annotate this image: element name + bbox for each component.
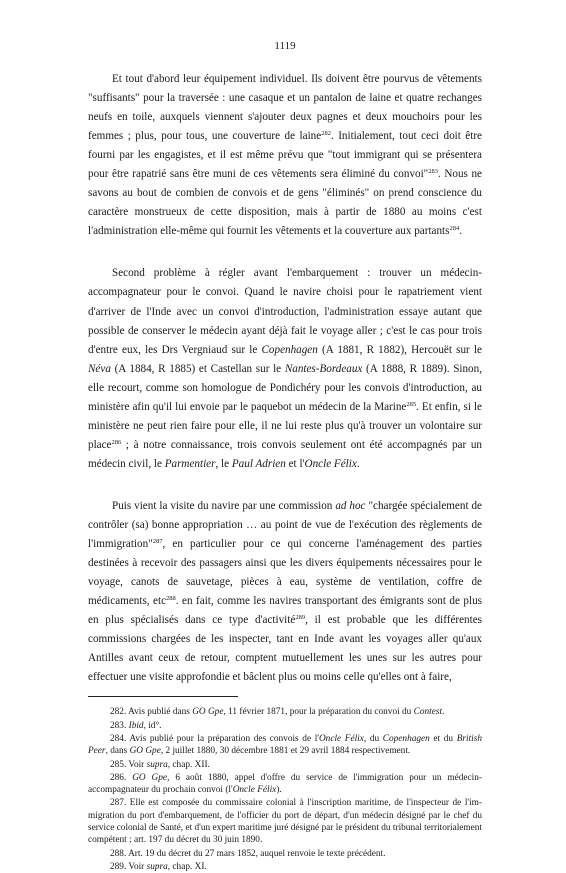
footnote <box>88 772 482 797</box>
text-run: et du <box>429 734 457 744</box>
text-run: 289. Voir <box>110 861 147 872</box>
text-run: 282. Avis publié dans <box>110 707 193 718</box>
text-run: Second problème à régler avant l'embarquement : trouver un médecin-accompagnateur pour le convoi. Quand le navire choisi pour le rapatriement vient d'arriver de l'Inde avec un convoi d'introduction, l'administration essaye autant que possible de conserver le médecin ayant déjà fait le voyage aller ; c'est le cas pour trois d'entre eux, les Drs Vergniaud sur le <box>88 267 482 356</box>
footnote <box>88 706 482 718</box>
text-run: 287. Elle est composée du commissaire colonial à l'inscription maritime, de l'inspecteur de l'immigration du port d'embarquement, de l'officier du port de départ, d'un médecin désigné par le chef du service colonial de Santé, et d'un expert maritime juré désigné par le président du tribunal territorialement compétent ; art. 197 du décret du 30 juin 1890. <box>88 798 482 846</box>
footnote-marker: 288 <box>166 595 176 603</box>
italic-title: British Peer <box>88 734 483 757</box>
text-run: . Initialement, tout ceci doit être fourni par les engagistes, et il est même prévu que "tout immigrant qui se présentera pour être rapatrié sans être muni de ces vêtements sera éliminé du convoi" <box>88 130 482 181</box>
text-run: , du <box>363 734 383 744</box>
italic-title: Copenhagen <box>261 343 318 356</box>
italic-title: Oncle Félix <box>304 457 357 470</box>
text-run: , le <box>215 457 232 470</box>
text-run: Et tout d'abord leur équipement individuel. Ils doivent être pourvus de vêtements "suffisants" pour la traversée : une casaque et un pantalon de laine et quatre rechanges neufs en toile, auxquels viennent s'ajouter deux pagnes et deux mouchoirs pour les femmes ; plus, pour tous, une couverture de laine <box>88 73 482 143</box>
italic-title: Oncle Félix <box>232 785 277 796</box>
italic-title: GO Gpe <box>192 707 224 718</box>
italic-title: Paul Adrien <box>231 457 286 470</box>
footnote-marker: 287 <box>152 538 163 546</box>
text-run: . Nous ne savons au bout de combien de convois et de gens "éliminés" on prend conscience du caractère monstrueux de cette disposition, mais à partir de 1880 au moins c'est l'administration elle-même qui fournit les vêtements et la couverture aux partants <box>88 168 482 238</box>
footnotes <box>88 706 482 873</box>
text-run: . Et enfin, si le ministère ne peut rien faire pour elle, il ne lui reste plus qu'à trouver un volontaire sur place <box>88 400 482 451</box>
text-run: . <box>356 457 360 470</box>
footnote-marker: 283 <box>428 168 438 176</box>
footnote <box>88 861 482 873</box>
italic-title: GO Gpe <box>132 772 168 783</box>
body-text <box>88 70 482 687</box>
text-run: Puis vient la visite du navire par une commission <box>112 499 336 512</box>
text-run: , 11 février 1871, pour la préparation du convoi du <box>223 707 414 718</box>
text-run: 288. Art. 19 du décret du 27 mars 1852, auquel renvoie le texte précédent. <box>110 848 386 859</box>
footnote <box>88 720 482 732</box>
italic-title: Copenhagen <box>382 734 430 744</box>
text-run: 286. <box>110 772 133 783</box>
text-run: (A 1888, R 1889). Sinon, elle recourt, comme son homologue de Pondichéry pour les convois d'introduction, au ministère afin qu'il lui envoie par le paquebot un médecin de la Marine <box>88 362 482 413</box>
text-run: 285. Voir <box>110 759 147 770</box>
footnote-marker: 286 <box>111 438 122 446</box>
text-run: , 2 juillet 1880, 30 décembre 1881 et 29 avril 1884 respectivement. <box>160 746 411 757</box>
text-run: , id°. <box>143 720 162 731</box>
italic-title: Néva <box>88 362 111 375</box>
text-run: , il est probable que les différentes commissions chargées de les inspecter, tant en Inde avant les voyages aller qu'aux Antilles avant ceux de retour, comptent mutuellement les unes sur les autres pour effectuer une visite approfondie et bâclent plus ou moins celle qu'elles ont à faire, <box>88 614 482 684</box>
footnote-marker: 284 <box>449 225 460 233</box>
footnote <box>88 759 482 771</box>
text-run: ). <box>276 785 282 796</box>
footnote <box>88 733 482 758</box>
footnote-marker: 289 <box>295 614 306 622</box>
italic-title: Contest <box>413 707 443 718</box>
footnote <box>88 848 482 860</box>
footnote-marker: 282 <box>321 130 331 138</box>
text-run: , 6 août 1880, appel d'offre du service de l'immigration pour un médecin-accompagnateur du prochain convoi (l' <box>88 772 483 796</box>
text-run: et l' <box>285 457 305 470</box>
text-run: ; à notre connaissance, trois convois seulement ont été accompagnés par un médecin civil, le <box>88 438 482 470</box>
italic-title: supra <box>146 861 168 872</box>
italic-title: Ibid <box>128 720 144 731</box>
paragraph <box>88 497 482 687</box>
footnote <box>88 797 482 846</box>
text-run: (A 1884, R 1885) et Castellan sur le <box>110 362 285 375</box>
text-run: 284. Avis publié pour la préparation des convois de l' <box>110 734 319 744</box>
text-run: , chap. XII. <box>167 759 210 770</box>
text-run: "chargée spécialement de contrôler (sa) bonne appropriation … au point de vue de l'exécution des règlements de l'immigration" <box>88 499 483 551</box>
italic-title: Nantes-Bordeaux <box>284 362 363 375</box>
text-run: 283. <box>110 720 129 731</box>
footnote-separator <box>88 696 238 697</box>
footnote-marker: 285 <box>406 400 417 408</box>
text-run: . <box>459 225 463 238</box>
text-run: , dans <box>105 746 130 757</box>
page-number: 1119 <box>274 40 296 52</box>
italic-title: supra <box>146 759 168 770</box>
paragraph <box>88 70 482 241</box>
text-run: , en particulier pour ce qui concerne l'aménagement des parties destinées à recevoir des passagers ainsi que les divers équipements nécessaires pour le voyage, canots de sauvetage, pièces à eau, système de ventilation, coffre de médicaments, etc <box>88 538 482 608</box>
text-run: , chap. XI. <box>167 861 207 872</box>
italic-title: GO Gpe <box>129 746 161 757</box>
text-run: . <box>442 707 445 718</box>
italic-title: Parmentier <box>164 457 216 470</box>
paragraph <box>88 264 482 474</box>
italic-title: Oncle Félix <box>318 734 364 744</box>
italic-title: ad hoc <box>335 499 366 512</box>
text-run: (A 1881, R 1882), Hercouët sur le <box>317 343 482 356</box>
text-run: . en fait, comme les navires transportant des émigrants sont de plus en plus spécialisés dans ce type d'activité <box>88 595 482 627</box>
